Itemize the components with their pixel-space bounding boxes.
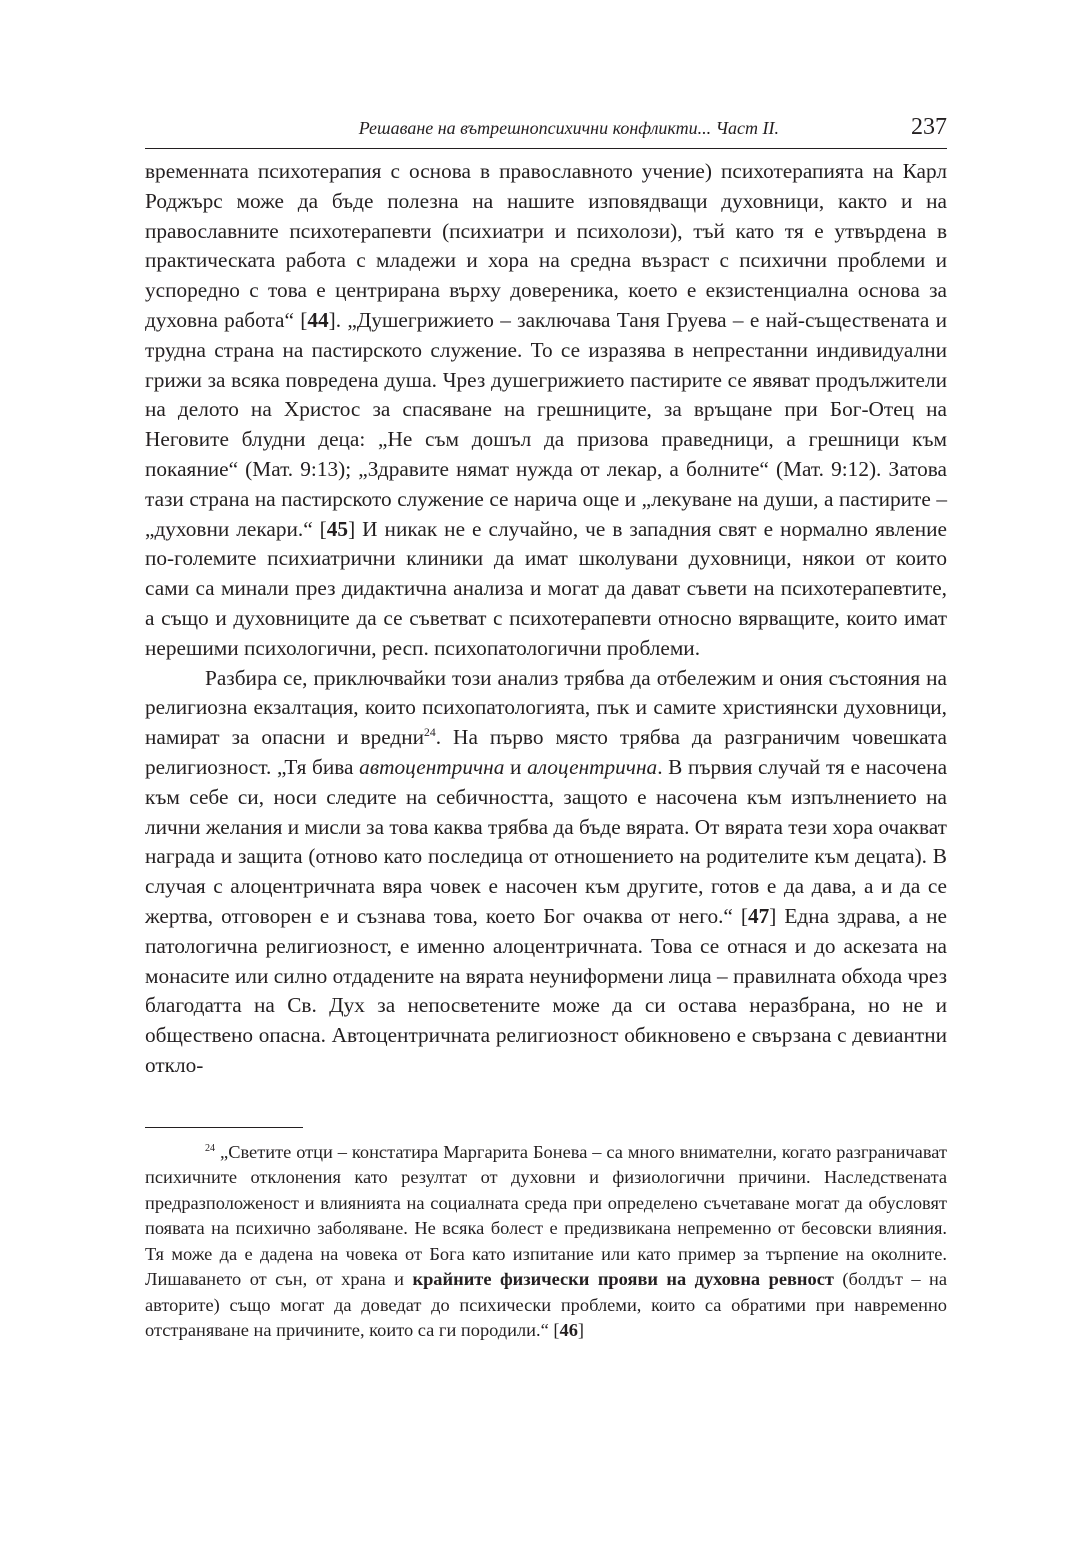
running-title: Решаване на вътрешнопсихични конфликти... Част II. <box>358 118 779 138</box>
reference-46: 46 <box>559 1320 578 1341</box>
paragraph-1-text-c: ] И никак не е случайно, че в западния свят е нормално явление по-големите психиатрични клиники да имат школувани духовници, някои от които сами са минали през дидактична анализа и могат да дават съвети на психотерапевтите, а също и духовниците да се съветват с психотерапевти относно вярващите, които имат нерешими психологични, респ. психопатологични проблеми. <box>145 516 947 660</box>
book-page <box>145 112 947 1362</box>
paragraph-2 <box>145 664 947 1081</box>
page-number: 237 <box>911 114 947 140</box>
emphasis-autocentric: автоцентрична <box>359 754 505 779</box>
paragraph-2-text-e: ] Една здрава, а не патологична религиозност, е именно алоцентричната. Това се отнася и до аскезата на монасите или силно отдадените на вярата неуниформени лица – правилната обхода чрез благодатта на Св. Дух за непосветените може да си остава неразбрана, но не и обществено опасна. Автоцентричната религиозност обикновено е свързана с девиантни откло- <box>145 903 947 1077</box>
emphasis-allocentric: алоцентрична <box>527 754 658 779</box>
reference-45: 45 <box>326 516 349 541</box>
paragraph-2-text-b: . На първо място трябва да разграничим човешката религиозност. „Тя бива <box>145 725 947 779</box>
footnote-text-b: (болдът – на авторите) също могат да доведат до психически проблеми, които са обратими при навременно отстраняване на причините, които са ги породили.“ [ <box>145 1269 947 1341</box>
footnote-24 <box>145 1140 947 1344</box>
paragraph-1 <box>145 157 947 664</box>
paragraph-1-text-a: временната психотерапия с основа в православното учение) психотерапията на Карл Роджърс може да бъде полезна на нашите изповядващи духовници, както и на православните психотерапевти (психиатри и психолози), тъй като тя е утвърдена в практическата работа с младежи и хора на средна възраст с психични проблеми и успоредно с това е центрирана върху довереника, което е екзистенциална основа за духовна работа“ [ <box>145 159 947 332</box>
paragraph-2-text-c: и <box>504 754 528 779</box>
paragraph-2-text-a: Разбира се, приключвайки този анализ трябва да отбележим и ония състояния на религиозна екзалтация, които психопатологията, пък и самите християнски духовници, намират за опасни и вредни <box>145 665 947 750</box>
paragraph-1-text-b: ]. „Душегрижието – заключава Таня Груева – е най-съществената и трудна страна на пастирското служение. То се изразява в непрестанни индивидуални грижи за всяка повредена душа. Чрез душегрижието пастирите се явяват продължители на делото на Христос за спасяване на грешниците, за връщане при Бог-Отец на Неговите блудни деца: „Не съм дошъл да призова праведници, а грешници към покаяние“ (Мат. 9:13); „Здравите нямат нужда от лекар, а болните“ (Мат. 9:12). Затова тази страна на пастирското служение се нарича още и „лекуване на души, а пастирите – „духовни лекари.“ [ <box>145 307 947 541</box>
paragraph-2-text-d: . В първия случай тя е насочена към себе си, носи следите на себичността, защото е насочена към изпълнението на лични желания и мисли за това каква трябва да бъде вярата. От вярата тези хора очакват награда и защита (отново като последица от отношението на родителите към децата). В случая с алоцентричната вяра човек е насочен към другите, готов е да дава, а и да се жертва, отговорен е и съзнава това, което Бог очаква от него.“ [ <box>145 754 948 928</box>
reference-44: 44 <box>307 307 329 332</box>
footnote-divider <box>145 1127 303 1128</box>
reference-47: 47 <box>748 903 770 928</box>
footnote-text-a: „Светите отци – констатира Маргарита Бонева – са много внимателни, когато разграничават психичните отклонения като резултат от духовни и физиологични причини. Наследствената предразположеност и влиянията на социалната среда при определено съчетаване могат да обусловят появата на психично заболяване. Не всяка болест е предизвикана непременно от бесовски влияния. Тя може да е дадена на човека от Бога като изпитание или като пример за търпение на околните. Лишаването от сън, от храна и <box>145 1141 947 1290</box>
main-text <box>145 157 947 1081</box>
footnote-bold-phrase: крайните физически прояви на духовна ревност <box>412 1269 834 1290</box>
footnote-text-c: ] <box>577 1320 585 1341</box>
footnote-marker[interactable]: 24 <box>424 726 436 740</box>
footnote-number: 24 <box>205 1142 216 1154</box>
running-header <box>145 112 947 149</box>
